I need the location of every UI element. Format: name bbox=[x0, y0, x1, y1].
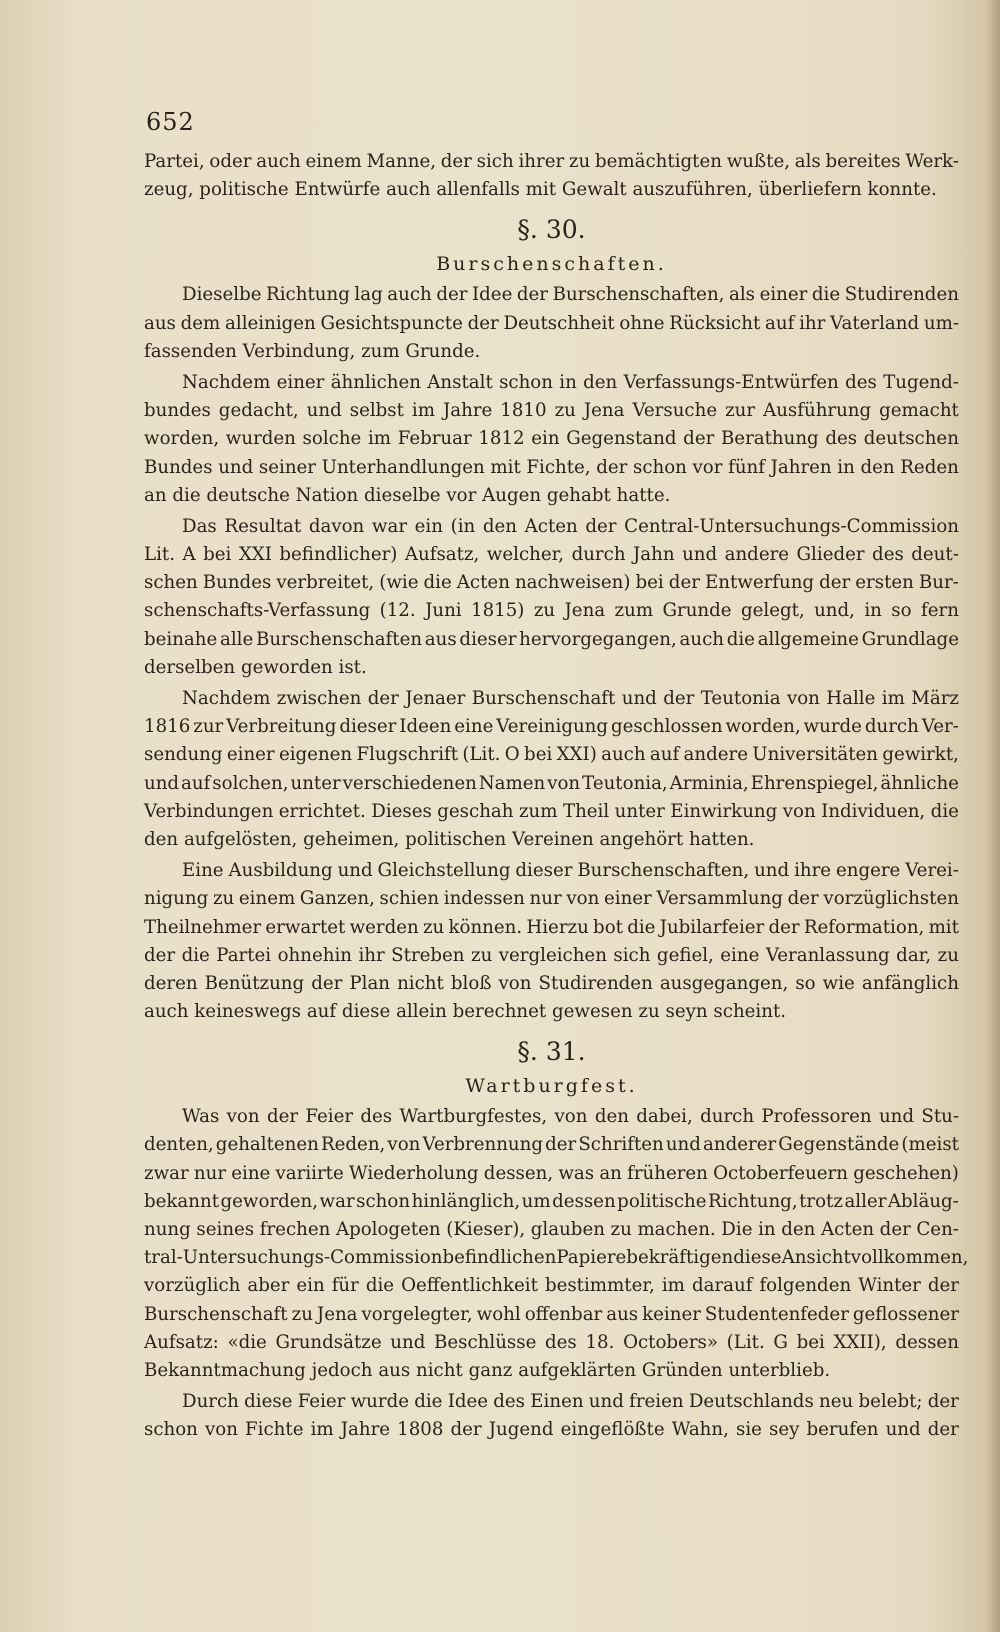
text-line: zwar nur eine variirte Wiederholung dessen, was an früheren Octoberfeuern geschehen) bbox=[144, 1162, 959, 1184]
text-line: Lit. A bei XXI befindlicher) Aufsatz, welcher, durch Jahn und andere Glieder des deut- bbox=[144, 544, 959, 566]
text-line: Aufsatz: «die Grundsätze und Beschlüsse des 18. Octobers» (Lit. G bei XXII), dessen bbox=[144, 1331, 959, 1353]
text-line: Bundes und seiner Unterhandlungen mit Fichte, der schon vor fünf Jahren in den Reden bbox=[144, 456, 959, 478]
text-line: Was von der Feier des Wartburgfestes, von den dabei, durch Professoren und Stu- bbox=[182, 1106, 959, 1128]
body-text bbox=[144, 148, 969, 1448]
section-title: Wartburgfest. bbox=[465, 1075, 638, 1098]
text-line: schenschafts-Verfassung (12. Juni 1815) zu Jena zum Grunde gelegt, und, in so fern bbox=[144, 600, 959, 622]
text-line: denten, gehaltenen Reden, von Verbrennung der Schriften und anderer Gegenstände (meist bbox=[144, 1134, 959, 1156]
text-line: beinahe alle Burschenschaften aus dieser hervorgegangen, auch die allgemeine Grundlage bbox=[144, 628, 959, 650]
text-line: bundes gedacht, und selbst im Jahre 1810 zu Jena Versuche zur Ausführung gemacht bbox=[144, 400, 959, 422]
section-title: Burschenschaften. bbox=[436, 253, 667, 276]
text-line: Bekanntmachung jedoch aus nicht ganz aufgeklärten Gründen unterblieb. bbox=[144, 1359, 831, 1381]
text-line: an die deutsche Nation dieselbe vor Augen gehabt hatte. bbox=[144, 484, 671, 506]
text-line: Partei, oder auch einem Manne, der sich ihrer zu bemächtigten wußte, als bereites Werk- bbox=[144, 151, 959, 172]
text-line: Theilnehmer erwartet werden zu können. Hierzu bot die Jubilarfeier der Reformation, mit bbox=[144, 916, 959, 938]
page-edge-shadow bbox=[986, 0, 1000, 1632]
paragraph bbox=[144, 685, 959, 854]
text-line: zeug, politische Entwürfe auch allenfalls mit Gewalt auszuführen, überliefern konnte. bbox=[144, 179, 937, 201]
paragraph bbox=[144, 513, 959, 682]
text-line: den aufgelösten, geheimen, politischen Vereinen angehört hatten. bbox=[144, 828, 755, 850]
text-line: der die Partei ohnehin ihr Streben zu vergleichen sich gefiel, eine Veranlassung dar, zu bbox=[144, 944, 959, 966]
paragraph bbox=[144, 857, 959, 1026]
paragraph bbox=[144, 148, 959, 204]
text-line: Durch diese Feier wurde die Idee des Einen und freien Deutschlands neu belebt; der bbox=[182, 1391, 959, 1413]
text-line: nigung zu einem Ganzen, schien indessen nur von einer Versammlung der vorzüglichsten bbox=[144, 888, 959, 910]
text-line: worden, wurden solche im Februar 1812 ein Gegenstand der Berathung des deutschen bbox=[144, 428, 959, 450]
text-line: 1816 zur Verbreitung dieser Ideen eine Vereinigung geschlossen worden, wurde durch Ver- bbox=[144, 716, 959, 738]
page-number: 652 bbox=[146, 108, 195, 136]
text-line: Verbindungen errichtet. Dieses geschah zum Theil unter Einwirkung von Individuen, die bbox=[144, 800, 959, 822]
paragraph bbox=[144, 1103, 969, 1385]
paragraph bbox=[144, 1388, 959, 1444]
text-line: derselben geworden ist. bbox=[144, 656, 367, 678]
text-line: Eine Ausbildung und Gleichstellung dieser Burschenschaften, und ihre engere Verei- bbox=[182, 860, 959, 882]
text-line: Dieselbe Richtung lag auch der Idee der Burschenschaften, als einer die Studirenden bbox=[182, 284, 959, 306]
text-line: Das Resultat davon war ein (in den Acten der Central-Untersuchungs-Commission bbox=[182, 515, 959, 537]
text-line: aus dem alleinigen Gesichtspuncte der Deutschheit ohne Rücksicht auf ihr Vaterland um- bbox=[144, 312, 959, 334]
text-line: vorzüglich aber ein für die Oeffentlichkeit bestimmter, im darauf folgenden Winter der bbox=[144, 1275, 959, 1297]
text-line: fassenden Verbindung, zum Grunde. bbox=[144, 340, 481, 362]
paragraph bbox=[144, 281, 959, 366]
text-line: schen Bundes verbreitet, (wie die Acten nachweisen) bei der Entwerfung der ersten Bur- bbox=[144, 572, 959, 594]
text-line: deren Benützung der Plan nicht bloß von Studirenden ausgegangen, so wie anfänglich bbox=[144, 972, 959, 994]
text-line: Nachdem zwischen der Jenaer Burschenschaft und der Teutonia von Halle im März bbox=[182, 688, 959, 709]
text-line: auch keineswegs auf diese allein berechnet gewesen zu seyn scheint. bbox=[144, 1001, 787, 1023]
text-line: tral-Untersuchungs-Commission befindlichen Papiere bekräftigen diese Ansicht vollkommen, bbox=[144, 1247, 969, 1269]
section-number: §. 30. bbox=[517, 215, 586, 245]
text-line: sendung einer eigenen Flugschrift (Lit. O bei XXI) auch auf andere Universitäten gewirkt, bbox=[144, 744, 959, 766]
text-line: Burschenschaft zu Jena vorgelegter, wohl offenbar aus keiner Studentenfeder geflossener bbox=[144, 1303, 959, 1325]
section-number: §. 31. bbox=[517, 1037, 586, 1067]
text-line: schon von Fichte im Jahre 1808 der Jugend eingeflößte Wahn, sie sey berufen und der bbox=[144, 1419, 959, 1441]
text-line: nung seines frechen Apologeten (Kieser), glauben zu machen. Die in den Acten der Cen- bbox=[144, 1219, 959, 1240]
text-line: bekannt geworden, war schon hinlänglich, um dessen politische Richtung, trotz aller Abläug- bbox=[144, 1190, 959, 1212]
paragraph bbox=[144, 369, 959, 510]
text-line: Nachdem einer ähnlichen Anstalt schon in den Verfassungs-Entwürfen des Tugend- bbox=[182, 371, 959, 393]
text-line: und auf solchen, unter verschiedenen Namen von Teutonia, Arminia, Ehrenspiegel, ähnliche bbox=[144, 772, 959, 794]
